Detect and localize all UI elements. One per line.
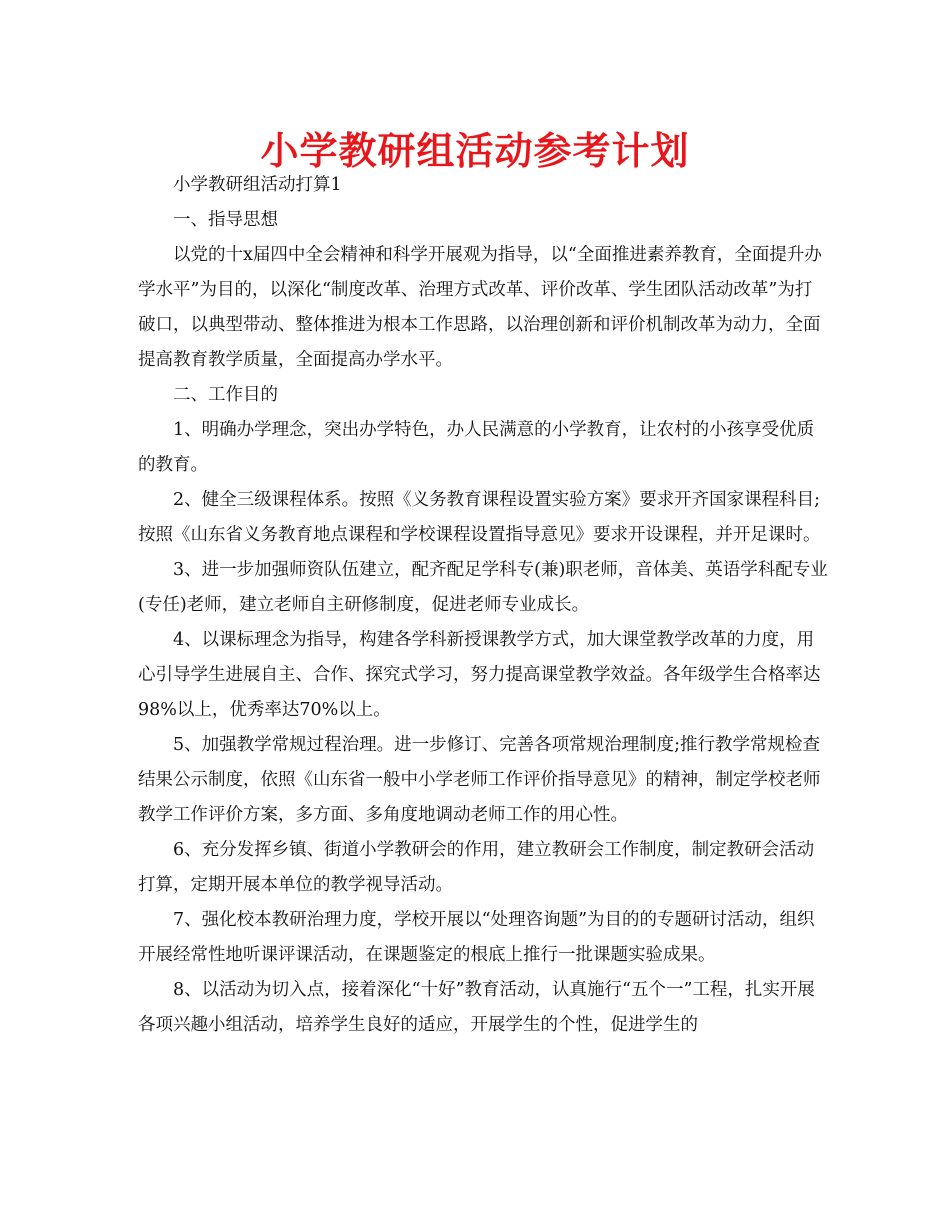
section-heading-work-goals: 二、工作目的: [173, 385, 278, 405]
paragraph-goal-1: 1、明确办学理念，突出办学特色，办人民满意的小学教育，让农村的小孩享受优质的教育。: [138, 420, 815, 475]
paragraph-goal-5: 5、加强教学常规过程治理。进一步修订、完善各项常规治理制度;推行教学常规检查结果公示制度，依照《山东省一般中小学老师工作评价指导意见》的精神，制定学校老师教学工作评价方案，多方面、多角度地调动老师工作的用心性。: [138, 735, 821, 825]
paragraph-goal-2: 2、健全三级课程体系。按照《义务教育课程设置实验方案》要求开齐国家课程科目;按照《山东省义务教育地点课程和学校课程设置指导意见》要求开设课程，并开足课时。: [138, 490, 821, 545]
paragraph-goal-6: 6、充分发挥乡镇、街道小学教研会的作用，建立教研会工作制度，制定教研会活动打算，定期开展本单位的教学视导活动。: [138, 840, 815, 895]
document-body: [138, 168, 828, 1043]
paragraph-goal-7: 7、强化校本教研治理力度，学校开展以“处理咨询题”为目的的专题研讨活动，组织开展经常性地听课评课活动，在课题鉴定的根底上推行一批课题实验成果。: [138, 910, 815, 965]
paragraph-goal-8: 8、以活动为切入点，接着深化“十好”教育活动，认真施行“五个一”工程，扎实开展各项兴趣小组活动，培养学生良好的适应，开展学生的个性，促进学生的: [138, 980, 815, 1035]
section-heading-guiding-ideology: 一、指导思想: [173, 210, 278, 230]
paragraph-guiding-ideology: 以党的十x届四中全会精神和科学开展观为指导，以“全面推进素养教育，全面提升办学水平”为目的，以深化“制度改革、治理方式改革、评价改革、学生团队活动改革”为打破口，以典型带动、整体推进为根本工作思路，以治理创新和评价机制改革为动力，全面提高教育教学质量，全面提高办学水平。: [138, 245, 822, 370]
section-heading-plan: 小学教研组活动打算1: [173, 175, 342, 195]
paragraph-goal-4: 4、以课标理念为指导，构建各学科新授课教学方式，加大课堂教学改革的力度，用心引导学生进展自主、合作、探究式学习，努力提高课堂教学效益。各年级学生合格率达98%以上，优秀率达70%以上。: [138, 630, 821, 720]
paragraph-goal-3: 3、进一步加强师资队伍建立，配齐配足学科专(兼)职老师，音体美、英语学科配专业(专任)老师，建立老师自主研修制度，促进老师专业成长。: [138, 560, 828, 615]
document-title: 小学教研组活动参考计划: [260, 129, 690, 173]
